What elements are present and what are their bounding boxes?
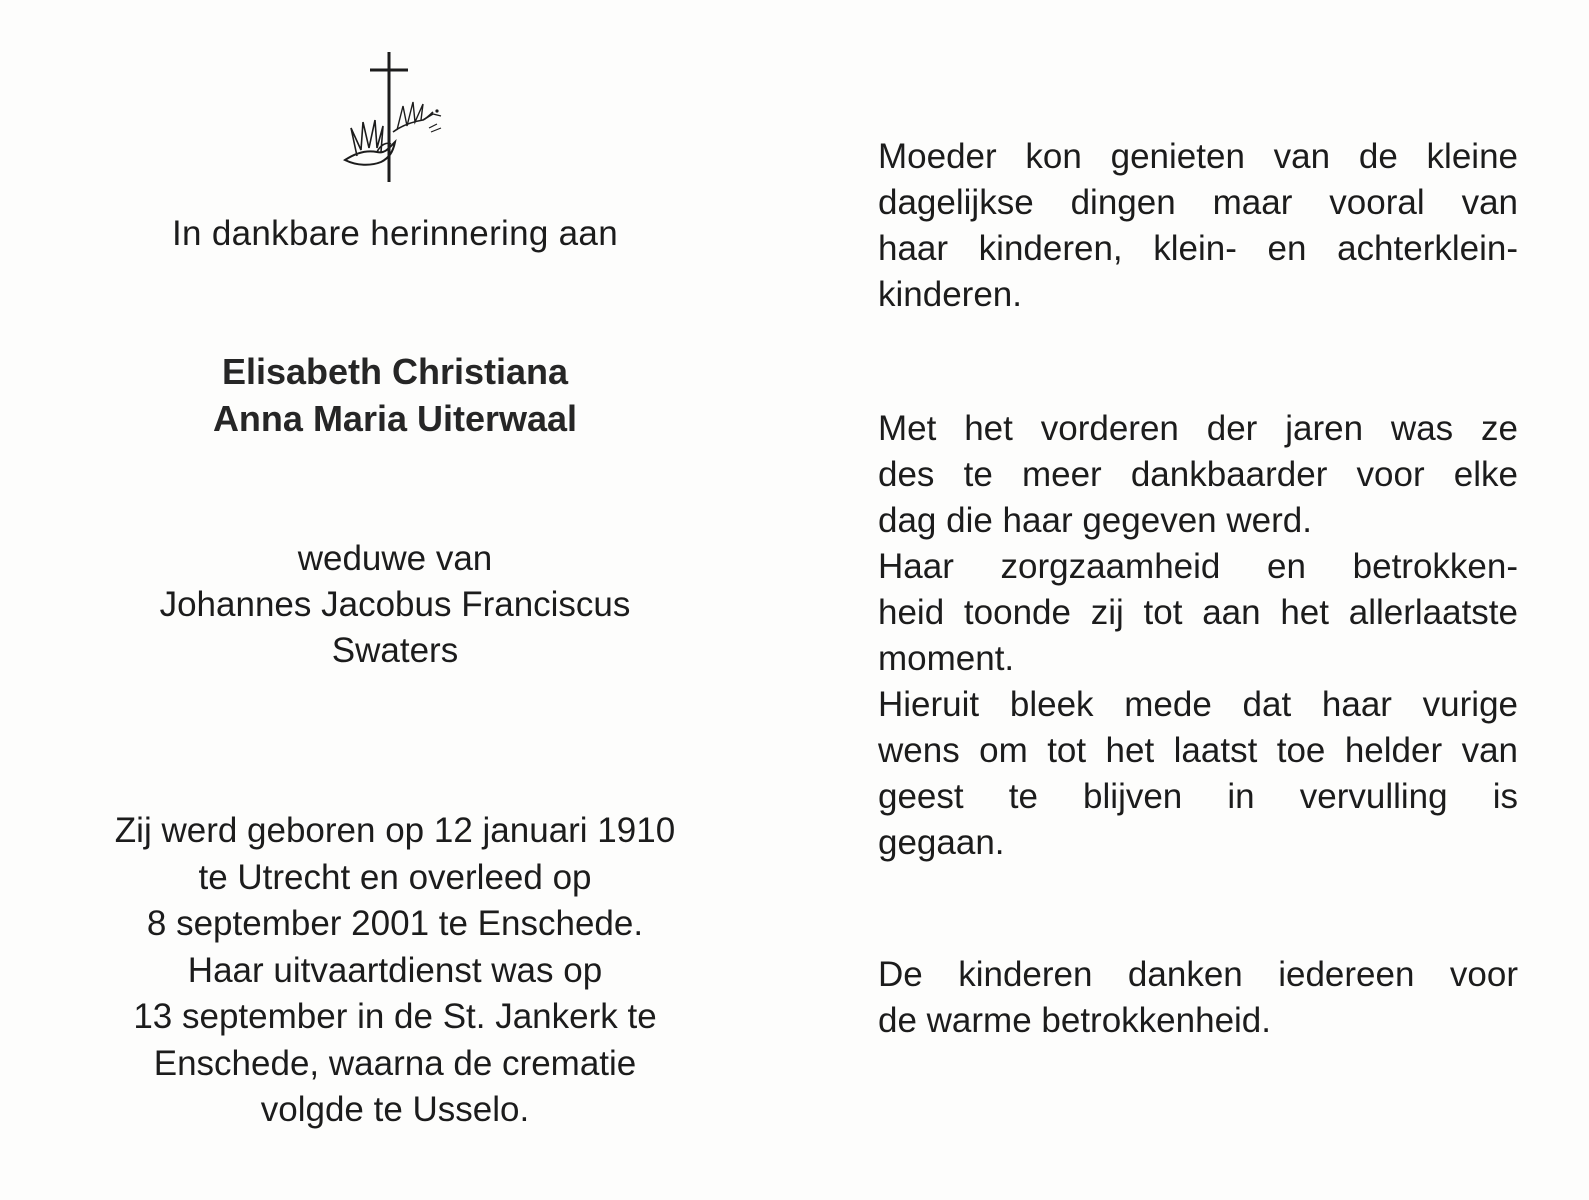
left-page <box>60 0 730 1200</box>
text-line: Hieruit bleek mede dat haar vurige <box>878 685 1518 724</box>
text-line: geest te blijven in vervulling is <box>878 777 1518 816</box>
text-line: wens om tot het laatst toe helder van <box>878 731 1518 770</box>
paragraph-mother <box>878 134 1518 318</box>
cross-with-doves-icon <box>337 48 447 186</box>
widow-line: Johannes Jacobus Franciscus <box>159 585 631 624</box>
intro-text: In dankbare herinnering aan <box>172 214 618 253</box>
text-line: kinderen. <box>878 275 1022 314</box>
widow-line: Swaters <box>331 631 459 670</box>
name-line: Anna Maria Uiterwaal <box>212 398 578 439</box>
text-line: moment. <box>878 639 1015 678</box>
life-line: 8 september 2001 te Enschede. <box>146 904 644 943</box>
widow-of <box>60 536 730 674</box>
life-line: Enschede, waarna de crematie <box>153 1043 637 1083</box>
text-line: Moeder kon genieten van de kleine <box>878 137 1518 176</box>
right-page <box>878 0 1518 1200</box>
deceased-name <box>60 348 730 442</box>
life-details <box>60 808 730 1134</box>
text-line: Met het vorderen der jaren was ze <box>878 409 1518 448</box>
paragraph-years <box>878 406 1518 866</box>
paragraph-thanks <box>878 952 1518 1044</box>
text-line: haar kinderen, klein- en achterklein- <box>878 229 1518 268</box>
text-line: gegaan. <box>878 823 1005 862</box>
widow-line: weduwe van <box>297 539 493 578</box>
text-line: des te meer dankbaarder voor elke <box>878 455 1518 494</box>
text-line: heid toonde zij tot aan het allerlaatste <box>878 593 1518 632</box>
life-line: te Utrecht en overleed op <box>198 857 592 897</box>
name-line: Elisabeth Christiana <box>221 351 569 392</box>
life-line: Zij werd geboren op 12 januari 1910 <box>114 811 676 850</box>
life-line: volgde te Usselo. <box>260 1090 530 1129</box>
life-line: Haar uitvaartdienst was op <box>187 950 603 990</box>
life-line: 13 september in de St. Jankerk te <box>133 997 657 1036</box>
text-line: dagelijkse dingen maar vooral van <box>878 183 1518 222</box>
text-line: Haar zorgzaamheid en betrokken- <box>878 547 1518 586</box>
text-line: de warme betrokkenheid. <box>878 1001 1271 1040</box>
text-line: De kinderen danken iedereen voor <box>878 955 1518 994</box>
text-line: dag die haar gegeven werd. <box>878 501 1312 540</box>
